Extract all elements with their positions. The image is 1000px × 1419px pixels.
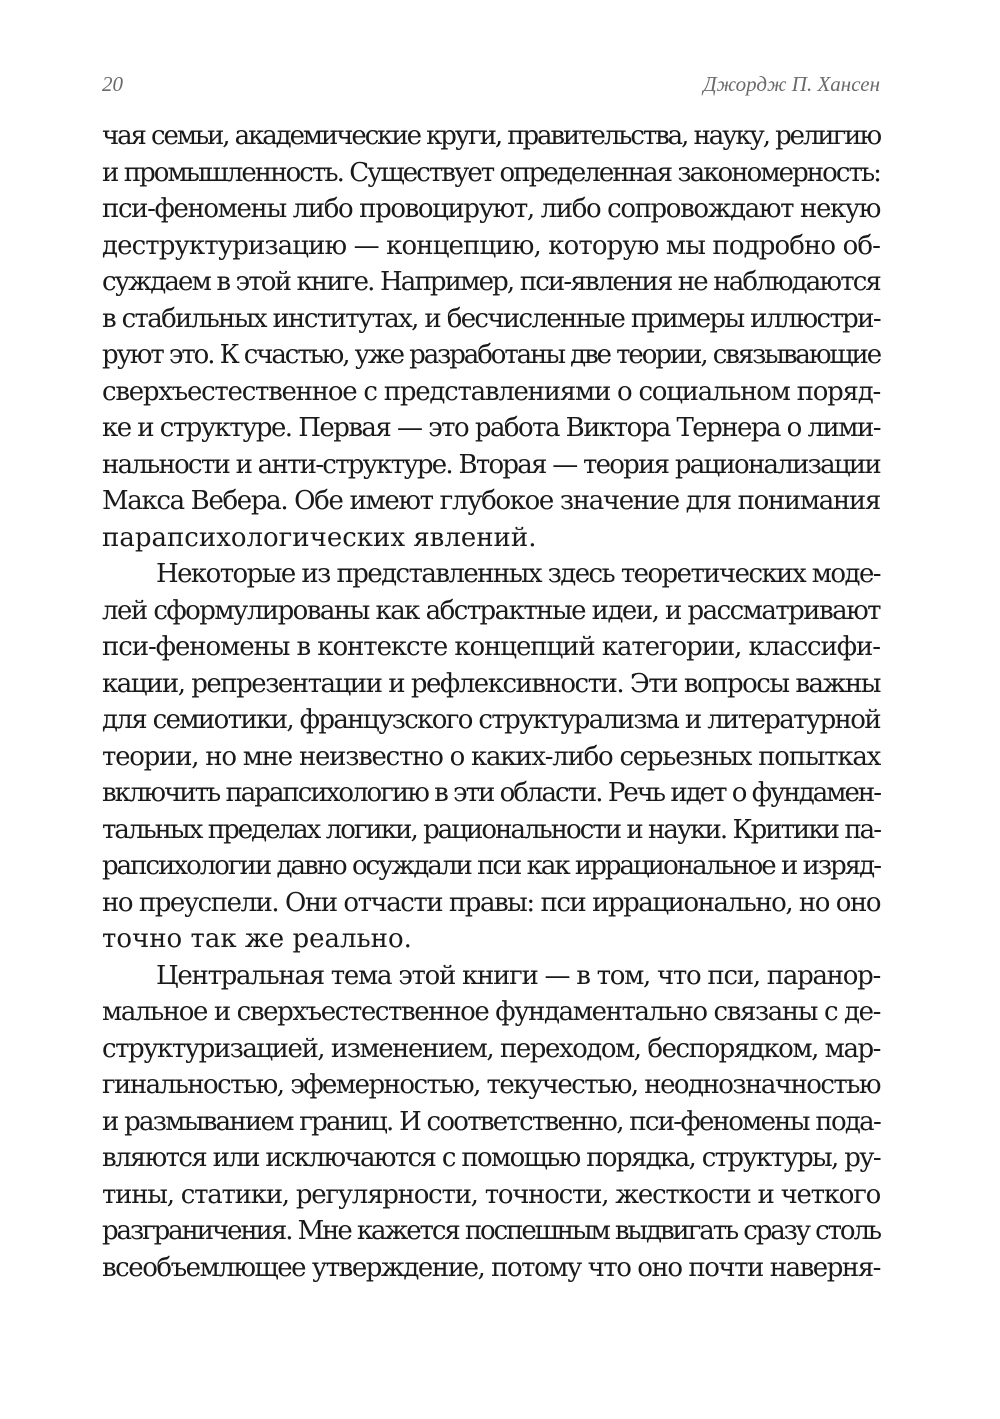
text-line: тальных пределах логики, рациональности и науки. Критики па- (102, 814, 881, 845)
text-line: для семиотики, французского структурализма и литературной (102, 705, 880, 735)
body-text (102, 118, 880, 1286)
text-line: пси-феномены либо провоцируют, либо сопровождают некую (102, 194, 880, 224)
text-line: ке и структуре. Первая — это работа Виктора Тернера о лими- (102, 413, 880, 443)
text-line: лей сформулированы как абстрактные идеи, и рассматривают (102, 595, 881, 626)
text-line: рапсихологии давно осуждали пси как иррациональное и изряд- (102, 851, 880, 881)
page-header (102, 72, 880, 106)
text-line: и размыванием границ. И соответственно, пси-феномены пода- (102, 1106, 880, 1137)
text-line: но преуспели. Они отчасти правы: пси иррационально, но оно (102, 887, 881, 918)
text-line: чая семьи, академические круги, правительства, науку, религию (102, 121, 881, 151)
text-line: в стабильных институтах, и бесчисленные примеры иллюстри- (102, 303, 880, 334)
paragraph (102, 958, 880, 1287)
text-line: руют это. К счастью, уже разработаны две теории, связывающие (102, 340, 881, 370)
text-line: вляются или исключаются с помощью порядка, структуры, ру- (102, 1143, 881, 1173)
text-line: гинальностью, эфемерностью, текучестью, неоднозначностью (102, 1070, 880, 1100)
text-line: парапсихологических явлений. (102, 522, 537, 553)
text-line: суждаем в этой книге. Например, пси-явления не наблюдаются (102, 267, 880, 297)
text-line: мальное и сверхъестественное фундаментально связаны с де- (102, 997, 881, 1027)
text-line: включить парапсихологию в эти области. Речь идет о фундамен- (102, 778, 880, 808)
text-line: кации, репрезентации и рефлексивности. Эти вопросы важны (102, 668, 880, 699)
text-line: сверхъестественное с представлениями о социальном поряд- (102, 376, 881, 407)
text-line: деструктуризацию — концепцию, которую мы подробно об- (102, 230, 880, 261)
text-line: Некоторые из представленных здесь теоретических моде- (156, 559, 880, 589)
text-line: тины, статики, регулярности, точности, жесткости и четкого (102, 1179, 881, 1210)
text-line: разграничения. Мне кажется поспешным выдвигать сразу столь (102, 1216, 880, 1246)
page-number: 20 (102, 72, 123, 96)
text-line: теории, но мне неизвестно о каких-либо серьезных попытках (102, 741, 880, 772)
paragraph (102, 556, 880, 958)
text-line: нальности и анти-структуре. Вторая — теория рационализации (102, 449, 880, 480)
text-line: и промышленность. Существует определенная закономерность: (102, 157, 880, 188)
text-line: Макса Вебера. Обе имеют глубокое значение для понимания (102, 486, 880, 516)
text-line: структуризацией, изменением, переходом, беспорядком, мар- (102, 1033, 880, 1064)
running-head-author: Джордж П. Хансен (703, 72, 880, 96)
text-line: всеобъемлющее утверждение, потому что оно почти наверня- (102, 1252, 880, 1283)
text-line: точно так же реально. (102, 924, 412, 954)
paragraph (102, 118, 880, 556)
text-line: Центральная тема этой книги — в том, что пси, паранор- (156, 960, 881, 991)
text-line: пси-феномены в контексте концепций категории, классифи- (102, 632, 880, 662)
